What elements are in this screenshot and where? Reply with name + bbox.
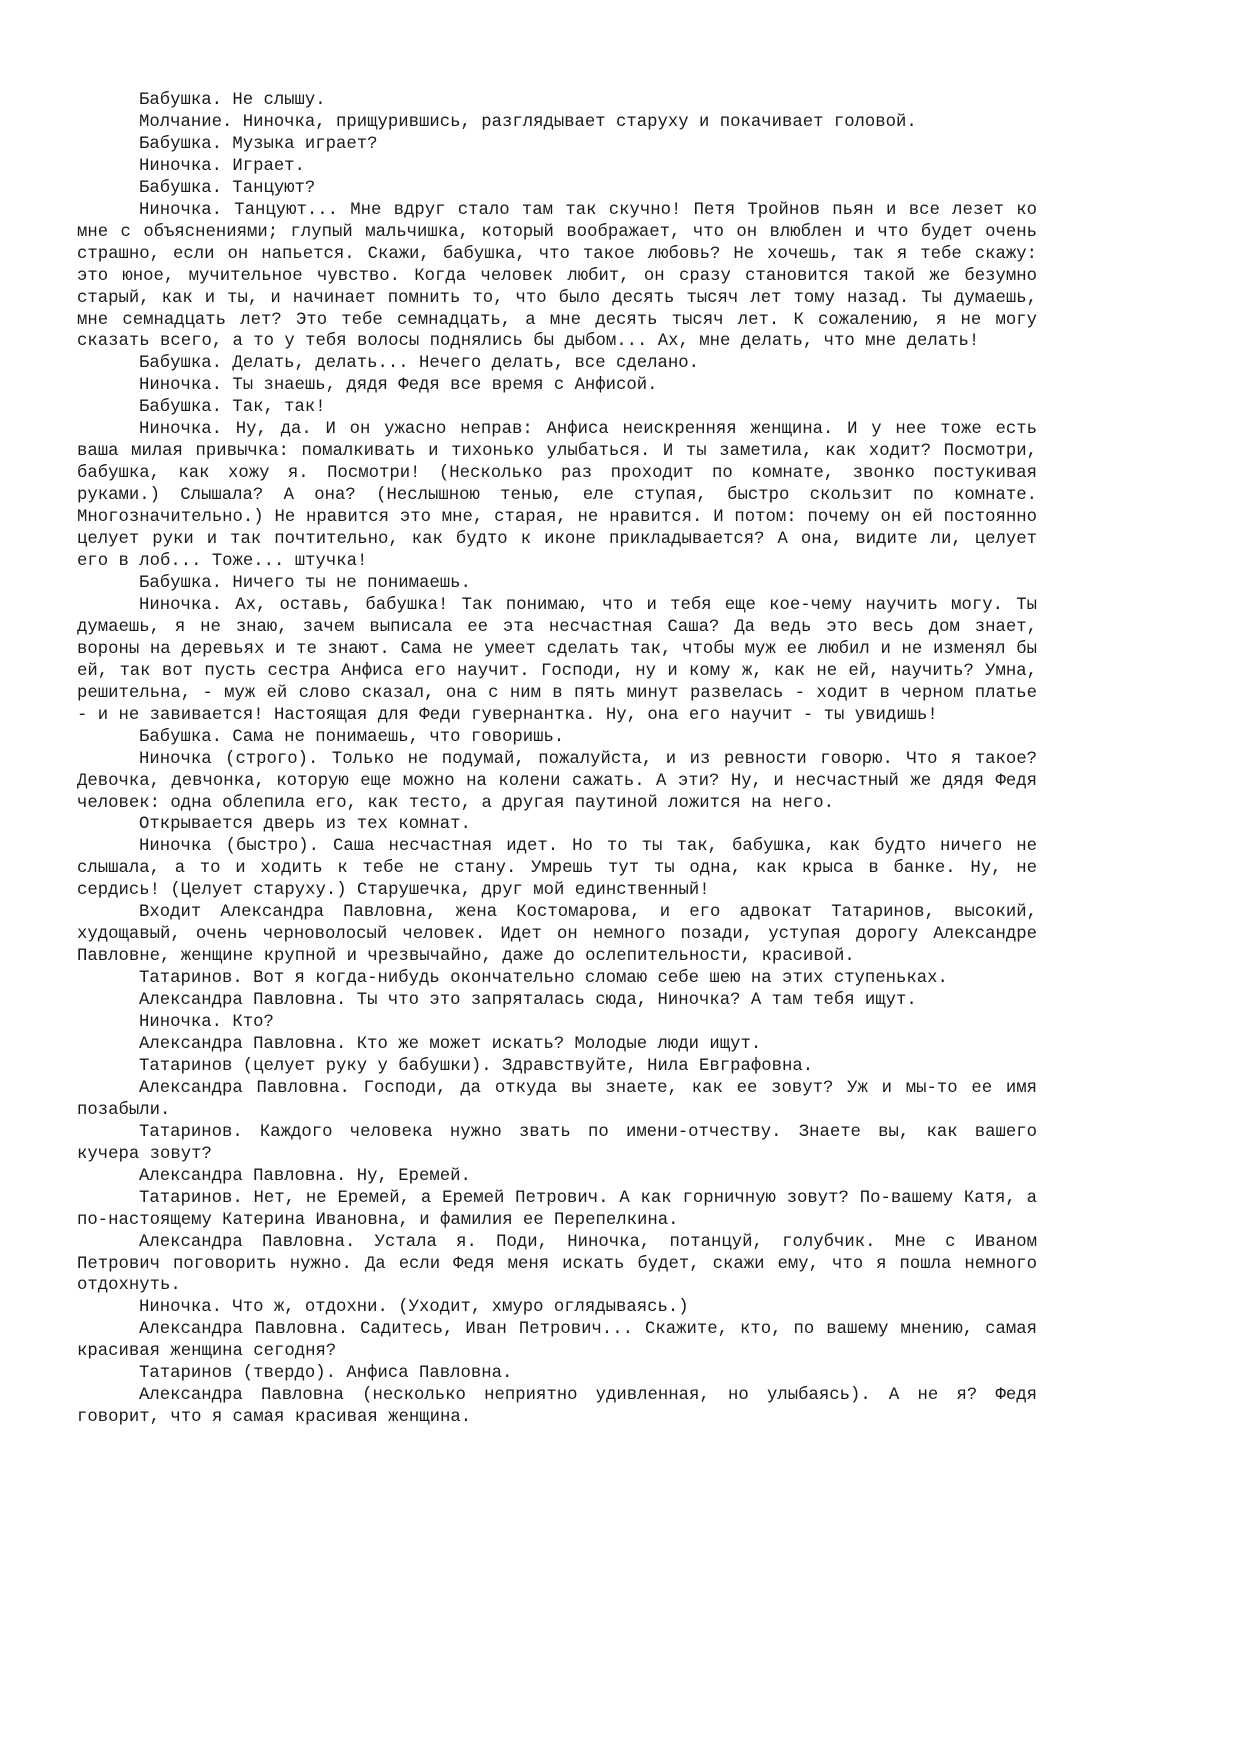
paragraph-19: Александра Павловна. Ты что это запряталась сюда, Ниночка? А там тебя ищут. bbox=[139, 991, 917, 1011]
paragraph-15: Открывается дверь из тех комнат. bbox=[139, 815, 471, 835]
paragraph-10: Ниночка. Ну, да. И он ужасно неправ: Анфиса неискренняя женщина. И у нее тоже есть ваша милая привычка: помалкивать и тихонько улыбаться. И ты заметила, как ходит? Посмотри, бабушка, как хожу я. Посмотри! (Несколько раз проходит по комнате, звонко постукивая руками.) Слышала? А она? (Неслышною тенью, еле ступая, быстро скользит по комнате. Многозначительно.) Не нравится это мне, старая, не нравится. И потом: почему он ей постоянно целует руки и так почтительно, как будто к иконе прикладывается? А она, видите ли, целует его в лоб... Тоже... штучка! bbox=[77, 420, 1037, 572]
paragraph-8: Ниночка. Ты знаешь, дядя Федя все время с Анфисой. bbox=[139, 376, 658, 396]
paragraph-23: Александра Павловна. Господи, да откуда вы знаете, как ее зовут? Уж и мы-то ее имя позабыли. bbox=[77, 1078, 1037, 1120]
paragraph-18: Татаринов. Вот я когда-нибудь окончательно сломаю себе шею на этих ступеньках. bbox=[139, 969, 948, 989]
paragraph-29: Александра Павловна. Садитесь, Иван Петрович... Скажите, кто, по вашему мнению, самая красивая женщина сегодня? bbox=[77, 1320, 1037, 1362]
paragraph-3: Бабушка. Музыка играет? bbox=[139, 134, 378, 154]
paragraph-22: Татаринов (целует руку у бабушки). Здравствуйте, Нила Евграфовна. bbox=[139, 1056, 814, 1076]
paragraph-12: Ниночка. Ах, оставь, бабушка! Так понимаю, что и тебя еще кое-чему научить могу. Ты думаешь, я не знаю, зачем выписала ее эта несчастная Саша? Да ведь это весь дом знает, вороны на деревьях и те знают. Сама не умеет сделать так, чтобы муж ее любил и не изменял бы ей, так вот пусть сестра Анфиса его научит. Господи, ну и кому ж, как не ей, научить? Умна, решительна, - муж ей слово сказал, она с ним в пять минут развелась - ходит в черном платье - и не завивается! Настоящая для Феди гувернантка. Ну, она его научит - ты увидишь! bbox=[77, 595, 1037, 725]
paragraph-24: Татаринов. Каждого человека нужно звать по имени-отчеству. Знаете вы, как вашего кучера зовут? bbox=[77, 1122, 1037, 1164]
paragraph-17: Входит Александра Павловна, жена Костомарова, и его адвокат Татаринов, высокий, худощавый, очень черноволосый человек. Идет он немного позади, уступая дорогу Александре Павловне, женщине крупной и чрезвычайно, даже до ослепительности, красивой. bbox=[77, 903, 1037, 967]
paragraph-20: Ниночка. Кто? bbox=[139, 1013, 274, 1033]
paragraph-7: Бабушка. Делать, делать... Нечего делать, все сделано. bbox=[139, 354, 700, 374]
paragraph-5: Бабушка. Танцуют? bbox=[139, 178, 316, 198]
paragraph-14: Ниночка (строго). Только не подумай, пожалуйста, и из ревности говорю. Что я такое? Девочка, девчонка, которую еще можно на колени сажать. А эти? Ну, и несчастный же дядя Федя человек: одна облепила его, как тесто, а другая паутиной ложится на него. bbox=[77, 749, 1037, 813]
paragraph-6: Ниночка. Танцуют... Мне вдруг стало там так скучно! Петя Тройнов пьян и все лезет ко мне с объяснениями; глупый мальчишка, который воображает, что он влюблен и что будет очень страшно, если он напьется. Скажи, бабушка, что такое любовь? Не хочешь, так я тебе скажу: это юное, мучительное чувство. Когда человек любит, он сразу становится такой же безумно старый, как и ты, и начинает помнить то, что было десять тысяч лет тому назад. Ты думаешь, мне семнадцать лет? Это тебе семнадцать, а мне десять тысяч лет. К сожалению, я не могу сказать всего, а то у тебя волосы поднялись бы дыбом... Ах, мне делать, что мне делать! bbox=[77, 200, 1037, 352]
paragraph-4: Ниночка. Играет. bbox=[139, 156, 305, 176]
paragraph-30: Татаринов (твердо). Анфиса Павловна. bbox=[139, 1364, 513, 1384]
paragraph-1: Бабушка. Не слышу. bbox=[139, 91, 326, 110]
paragraph-16: Ниночка (быстро). Саша несчастная идет. Но то ты так, бабушка, как будто ничего не слышала, а то и ходить к тебе не стану. Умрешь тут ты одна, как крыса в банке. Ну, не сердись! (Целует старуху.) Старушечка, друг мой единственный! bbox=[77, 837, 1037, 901]
document-page bbox=[77, 90, 1037, 1429]
paragraph-21: Александра Павловна. Кто же может искать? Молодые люди ищут. bbox=[139, 1034, 762, 1054]
paragraph-26: Татаринов. Нет, не Еремей, а Еремей Петрович. А как горничную зовут? По-вашему Катя, а по-настоящему Катерина Ивановна, и фамилия ее Перепелкина. bbox=[77, 1188, 1037, 1230]
paragraph-31: Александра Павловна (несколько неприятно удивленная, но улыбаясь). А не я? Федя говорит, что я самая красивая женщина. bbox=[77, 1386, 1037, 1428]
paragraph-27: Александра Павловна. Устала я. Поди, Ниночка, потанцуй, голубчик. Мне с Иваном Петрович поговорить нужно. Да если Федя меня искать будет, скажи ему, что я пошла немного отдохнуть. bbox=[77, 1232, 1037, 1296]
paragraph-28: Ниночка. Что ж, отдохни. (Уходит, хмуро оглядываясь.) bbox=[139, 1298, 689, 1318]
paragraph-13: Бабушка. Сама не понимаешь, что говоришь. bbox=[139, 727, 565, 747]
paragraph-25: Александра Павловна. Ну, Еремей. bbox=[139, 1166, 471, 1186]
paragraph-9: Бабушка. Так, так! bbox=[139, 398, 326, 418]
paragraph-11: Бабушка. Ничего ты не понимаешь. bbox=[139, 573, 471, 593]
paragraph-2: Молчание. Ниночка, прищурившись, разглядывает старуху и покачивает головой. bbox=[139, 112, 917, 132]
